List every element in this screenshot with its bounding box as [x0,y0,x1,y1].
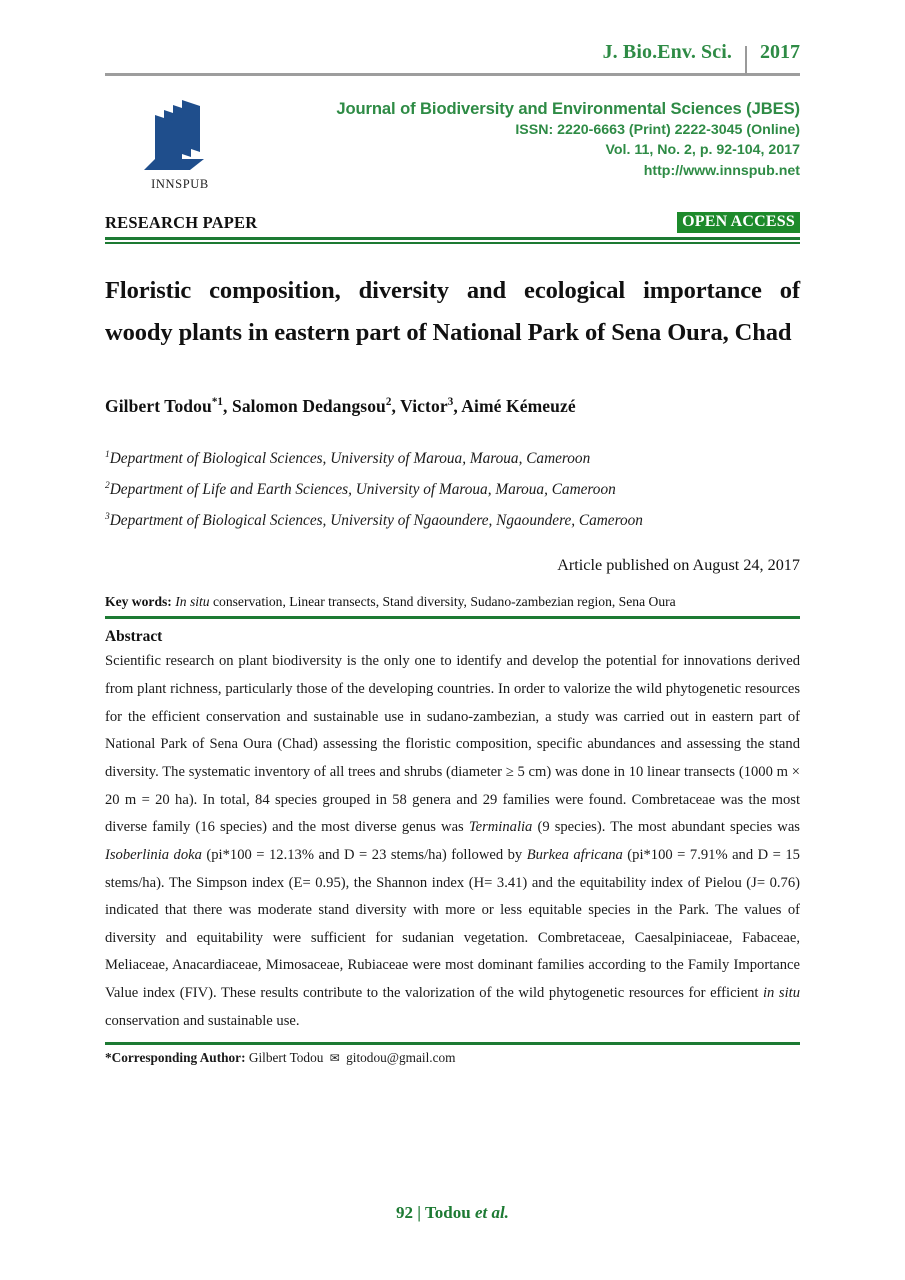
affiliation-item [105,474,800,505]
abstract-body: Scientific research on plant biodiversity is the only one to identify and develop the potential for innovations derived from plant richness, particularly those of the developing countries. In order to valorize the wild phytogenetic resources for the efficient conservation and sustainable use in sudano-zambezian, a study was carried out in eastern part of National Park of Sena Oura (Chad) assessing the floristic composition, specific abundances and assessing the stand diversity. The systematic inventory of all trees and shrubs (diameter ≥ 5 cm) was done in 10 linear transects (1000 m × 20 m = 20 ha). In total, 84 species grouped in 58 genera and 29 families were found. Combretaceae was the most diverse family (16 species) and the most diverse genus was Terminalia (9 species). The most abundant species was Isoberlinia doka (pi*100 = 12.13% and D = 23 stems/ha) followed by Burkea africana (pi*100 = 7.91% and D = 15 stems/ha). The Simpson index (E= 0.95), the Shannon index (H= 3.41) and the equitability index of Pielou (J= 0.76) indicated that there was moderate stand diversity with more or less equitable species in the Park. The values of diversity and equitability were sufficient for sudanian vegetation. Combretaceae, Caesalpiniaceae, Fabaceae, Meliaceae, Anacardiaceae, Mimosaceae, Rubiaceae were most dominant families according to the Family Importance Value index (FIV). These results contribute to the valorization of the wild phytogenetic resources for efficient in situ conservation and sustainable use. [105,653,800,1029]
corresponding-author-line [105,1050,800,1066]
footer-author: Todou [425,1203,471,1222]
journal-website[interactable]: http://www.innspub.net [643,163,800,180]
affiliation-text: Department of Biological Sciences, University of Ngaoundere, Ngaoundere, Cameroon [109,511,643,529]
footer-separator: | [417,1203,422,1222]
keywords-line [105,592,800,612]
affiliation-marker: 1 [105,449,110,460]
running-head [105,0,800,62]
affiliation-list [105,443,800,536]
innspub-book-icon [138,96,222,174]
corresponding-author-name: Gilbert Todou [248,1050,324,1066]
page-footer [0,1203,905,1223]
affiliation-text: Department of Life and Earth Sciences, University of Maroua, Maroua, Cameroon [109,480,616,498]
open-access-badge: OPEN ACCESS [677,212,800,233]
affiliation-marker: 3 [105,511,110,522]
journal-title: Journal of Biodiversity and Environmental Sciences (JBES) [336,99,800,118]
header-rule [105,73,800,76]
publisher-logo [105,90,255,192]
journal-volume: Vol. 11, No. 2, p. 92-104, 2017 [605,142,800,159]
masthead-text [255,90,800,182]
publisher-name: INNSPUB [151,177,209,191]
masthead [105,90,800,202]
paper-type-rule [105,237,800,244]
affiliation-marker: 2 [105,480,110,491]
running-head-year: 2017 [760,41,800,63]
keywords-values: In situ conservation, Linear transects, Stand diversity, Sudano-zambezian region, Sena Oura [175,593,676,609]
publication-date: Article published on August 24, 2017 [557,555,800,574]
affiliation-item [105,505,800,536]
footer-page-number: 92 [396,1203,414,1222]
footer-etal: et al. [474,1203,509,1222]
paper-type-bar [105,212,800,233]
affiliation-text: Department of Biological Sciences, University of Maroua, Maroua, Cameroon [109,449,591,467]
running-head-journal: J. Bio.Env. Sci. [602,41,732,63]
abstract-rule [105,1042,800,1045]
page-title: Floristic composition, diversity and ecological importance of woody plants in eastern part of National Park of Sena Oura, Chad [105,276,800,346]
abstract-heading: Abstract [105,628,163,646]
corresponding-author-email[interactable]: gitodou@gmail.com [346,1050,456,1066]
keywords-rule [105,616,800,619]
corresponding-author-label: *Corresponding Author: [105,1050,246,1066]
affiliation-item [105,443,800,474]
paper-type-label: RESEARCH PAPER [105,212,258,232]
keywords-label: Key words: [105,593,172,609]
envelope-icon: ✉ [329,1051,340,1066]
journal-issn: ISSN: 2220-6663 (Print) 2222-3045 (Online) [515,121,800,138]
author-list: Gilbert Todou$^{*1}$, Salomon Dedangsou$^2$, Victor$^3$, Aimé Kémeuzé [105,395,576,416]
